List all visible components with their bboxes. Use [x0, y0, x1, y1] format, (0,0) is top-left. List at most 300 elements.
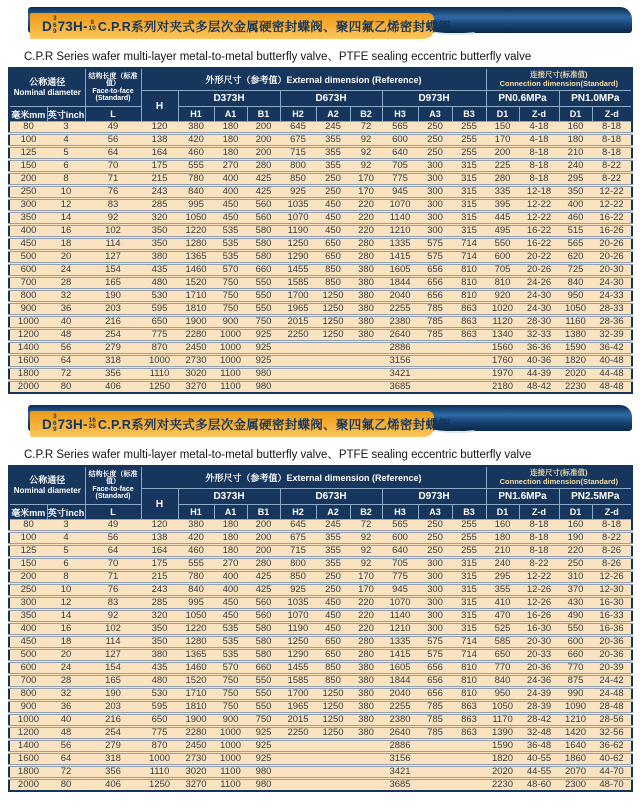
- table-cell: 395: [486, 199, 519, 212]
- table-cell: 400: [9, 623, 47, 636]
- table-cell: [350, 355, 382, 368]
- col-header-mm: 毫米mm: [9, 107, 47, 122]
- table-row: [9, 636, 632, 649]
- table-cell: 16-26: [592, 225, 632, 238]
- table-cell: 645: [280, 520, 316, 532]
- table-cell: 925: [247, 355, 280, 368]
- table-cell: 36: [47, 701, 85, 714]
- table-cell: 170: [486, 134, 519, 147]
- table-cell: 1140: [382, 212, 418, 225]
- table-cell: 3685: [382, 381, 418, 394]
- table-cell: 425: [247, 584, 280, 597]
- table-row: [9, 558, 632, 571]
- table-row: [9, 355, 632, 368]
- table-cell: 1965: [280, 303, 316, 316]
- table-cell: 863: [452, 727, 486, 740]
- table-cell: 535: [214, 649, 247, 662]
- table-cell: 220: [350, 610, 382, 623]
- table-cell: 1380: [559, 329, 592, 342]
- table-cell: 64: [85, 545, 141, 558]
- table-cell: 255: [452, 520, 486, 532]
- table-cell: 356: [85, 368, 141, 381]
- table-cell: 1120: [486, 316, 519, 329]
- table-cell: 216: [85, 316, 141, 329]
- table-cell: 705: [382, 558, 418, 571]
- table-cell: [452, 753, 486, 766]
- table-cell: 280: [247, 558, 280, 571]
- table-cell: 6: [47, 160, 85, 173]
- table-cell: 56: [47, 740, 85, 753]
- table-cell: [350, 342, 382, 355]
- table-cell: 863: [452, 303, 486, 316]
- table-cell: 1810: [178, 701, 214, 714]
- table-cell: 24-30: [519, 303, 559, 316]
- table-cell: 245: [316, 520, 350, 532]
- table-cell: 575: [418, 251, 452, 264]
- table-cell: 92: [350, 147, 382, 160]
- table-cell: 1710: [178, 290, 214, 303]
- table-cell: 1340: [486, 329, 519, 342]
- table-cell: 1250: [316, 303, 350, 316]
- table-cell: 300: [418, 623, 452, 636]
- table-cell: 1000: [141, 355, 178, 368]
- table-cell: 435: [141, 264, 178, 277]
- table-cell: 215: [141, 173, 178, 186]
- table-cell: 2280: [178, 329, 214, 342]
- table-cell: 460: [178, 545, 214, 558]
- table-cell: 8-18: [592, 520, 632, 532]
- table-cell: 16-33: [592, 610, 632, 623]
- table-cell: 406: [85, 381, 141, 394]
- table-cell: 500: [9, 649, 47, 662]
- table-cell: 279: [85, 740, 141, 753]
- table-cell: 1420: [559, 727, 592, 740]
- table-cell: 16-26: [519, 610, 559, 623]
- table-cell: 750: [247, 714, 280, 727]
- table-row: [9, 753, 632, 766]
- table-row: [9, 727, 632, 740]
- table-cell: 64: [47, 355, 85, 368]
- table-cell: 44-39: [519, 368, 559, 381]
- col-header-zd-pn1: Z-d: [519, 107, 559, 122]
- table-cell: 714: [452, 251, 486, 264]
- col-header-a2: A2: [316, 505, 350, 520]
- table-cell: 980: [247, 779, 280, 792]
- table-cell: 4: [47, 134, 85, 147]
- table-cell: 220: [350, 597, 382, 610]
- col-header-b1: B1: [247, 505, 280, 520]
- table-cell: 800: [280, 160, 316, 173]
- spec-table-body: [9, 520, 632, 792]
- table-cell: 450: [316, 225, 350, 238]
- table-cell: 840: [559, 277, 592, 290]
- table-cell: 180: [214, 520, 247, 532]
- table-cell: 300: [418, 212, 452, 225]
- table-cell: 200: [247, 147, 280, 160]
- table-cell: 28-42: [519, 714, 559, 727]
- table-cell: 380: [141, 649, 178, 662]
- table-row: [9, 122, 632, 134]
- table-cell: 243: [141, 584, 178, 597]
- table-cell: 92: [85, 212, 141, 225]
- table-cell: 425: [247, 186, 280, 199]
- table-cell: 300: [418, 610, 452, 623]
- table-cell: 24: [47, 662, 85, 675]
- table-cell: 785: [418, 303, 452, 316]
- table-cell: 840: [486, 675, 519, 688]
- col-header-inch: 英寸inch: [47, 107, 85, 122]
- table-cell: 8-22: [519, 558, 559, 571]
- table-cell: 356: [85, 766, 141, 779]
- table-cell: 8-18: [519, 520, 559, 532]
- col-header-pn2: PN1.0MPa: [559, 91, 632, 107]
- table-cell: 1900: [178, 714, 214, 727]
- table-cell: 1700: [280, 688, 316, 701]
- table-cell: 355: [486, 584, 519, 597]
- table-cell: 400: [214, 584, 247, 597]
- table-cell: 380: [350, 277, 382, 290]
- table-cell: 114: [85, 636, 141, 649]
- table-cell: 2020: [486, 766, 519, 779]
- model-prefix: D: [42, 18, 52, 34]
- table-cell: [280, 766, 316, 779]
- table-cell: 1600: [9, 355, 47, 368]
- table-cell: 810: [452, 264, 486, 277]
- table-cell: 2300: [559, 779, 592, 792]
- table-row: [9, 199, 632, 212]
- table-cell: 700: [9, 675, 47, 688]
- col-header-a1: A1: [214, 107, 247, 122]
- table-cell: 2040: [382, 290, 418, 303]
- table-row: [9, 597, 632, 610]
- table-cell: 945: [382, 584, 418, 597]
- table-cell: 210: [559, 147, 592, 160]
- table-cell: 12-30: [592, 584, 632, 597]
- table-cell: 1415: [382, 251, 418, 264]
- table-cell: [452, 779, 486, 792]
- table-cell: 200: [9, 571, 47, 584]
- table-cell: 36: [47, 303, 85, 316]
- table-cell: 585: [486, 636, 519, 649]
- table-cell: 350: [9, 212, 47, 225]
- table-cell: 44-48: [592, 368, 632, 381]
- table-cell: 280: [350, 636, 382, 649]
- table-cell: 1460: [178, 264, 214, 277]
- table-cell: 20-26: [592, 238, 632, 251]
- table-cell: 750: [214, 701, 247, 714]
- table-cell: 575: [418, 636, 452, 649]
- table-cell: 1800: [9, 368, 47, 381]
- table-cell: 350: [141, 238, 178, 251]
- table-cell: 200: [486, 147, 519, 160]
- table-cell: 71: [85, 571, 141, 584]
- table-cell: 200: [247, 545, 280, 558]
- table-cell: 200: [9, 173, 47, 186]
- table-cell: 150: [486, 122, 519, 134]
- table-cell: 70: [85, 558, 141, 571]
- table-cell: 56: [85, 134, 141, 147]
- table-cell: 40: [47, 714, 85, 727]
- table-row: [9, 212, 632, 225]
- table-cell: 1000: [214, 740, 247, 753]
- table-cell: 20-26: [519, 264, 559, 277]
- col-header-L: L: [85, 107, 141, 122]
- table-cell: [280, 355, 316, 368]
- table-cell: 280: [247, 160, 280, 173]
- table-cell: 1140: [382, 610, 418, 623]
- table-cell: 656: [418, 688, 452, 701]
- table-cell: 28-39: [519, 701, 559, 714]
- table-cell: 580: [247, 251, 280, 264]
- table-cell: 535: [214, 225, 247, 238]
- table-cell: 2180: [486, 381, 519, 394]
- table-cell: 83: [85, 597, 141, 610]
- table-cell: 450: [214, 212, 247, 225]
- table-cell: 8-18: [592, 134, 632, 147]
- table-cell: 18: [47, 238, 85, 251]
- table-cell: 600: [9, 662, 47, 675]
- table-cell: 600: [559, 636, 592, 649]
- table-cell: 1520: [178, 277, 214, 290]
- table-cell: 1000: [214, 753, 247, 766]
- table-cell: 863: [452, 701, 486, 714]
- table-cell: 170: [350, 173, 382, 186]
- table-cell: 580: [247, 623, 280, 636]
- table-cell: [350, 766, 382, 779]
- spec-table-pn16-pn25: [8, 465, 633, 792]
- table-cell: 770: [559, 662, 592, 675]
- table-cell: 1000: [214, 342, 247, 355]
- title-banner: [8, 405, 632, 442]
- col-header-d373h: D373H: [178, 91, 280, 107]
- table-cell: 250: [316, 571, 350, 584]
- col-header-h1: H1: [178, 505, 214, 520]
- table-cell: 150: [9, 160, 47, 173]
- table-cell: 28-33: [592, 303, 632, 316]
- table-cell: [418, 740, 452, 753]
- table-cell: 1280: [178, 238, 214, 251]
- table-cell: 1605: [382, 264, 418, 277]
- table-cell: 810: [486, 277, 519, 290]
- table-cell: 620: [559, 251, 592, 264]
- col-header-d673h: D673H: [280, 489, 382, 505]
- table-cell: 380: [350, 675, 382, 688]
- table-cell: 315: [452, 199, 486, 212]
- table-cell: 8-18: [519, 173, 559, 186]
- table-cell: 200: [247, 122, 280, 134]
- table-cell: [452, 381, 486, 394]
- table-cell: 1200: [9, 329, 47, 342]
- table-cell: 2380: [382, 714, 418, 727]
- table-cell: 400: [214, 571, 247, 584]
- table-cell: 850: [316, 675, 350, 688]
- table-cell: 750: [214, 277, 247, 290]
- table-cell: 560: [247, 610, 280, 623]
- table-cell: 775: [382, 571, 418, 584]
- table-row: [9, 186, 632, 199]
- table-cell: 2230: [486, 779, 519, 792]
- table-cell: 20-30: [519, 636, 559, 649]
- table-cell: 775: [141, 727, 178, 740]
- table-cell: 64: [47, 753, 85, 766]
- table-cell: 950: [559, 290, 592, 303]
- model-title-chip: [30, 411, 452, 437]
- table-cell: [452, 766, 486, 779]
- table-cell: 1110: [141, 766, 178, 779]
- table-cell: 92: [350, 545, 382, 558]
- title-chinese: C.P.R系列对夹式多层次金属硬密封蝶阀、聚四氟乙烯密封蝶阀: [97, 418, 452, 432]
- table-cell: 560: [247, 199, 280, 212]
- table-cell: 20-39: [592, 662, 632, 675]
- table-cell: 270: [214, 160, 247, 173]
- table-cell: 127: [85, 251, 141, 264]
- col-header-mm: 毫米mm: [9, 505, 47, 520]
- table-cell: 285: [141, 597, 178, 610]
- table-cell: 70: [85, 160, 141, 173]
- table-cell: [452, 368, 486, 381]
- table-cell: 28-56: [592, 714, 632, 727]
- table-cell: [316, 342, 350, 355]
- table-cell: 656: [418, 675, 452, 688]
- table-cell: 20: [47, 251, 85, 264]
- table-cell: 1365: [178, 251, 214, 264]
- table-cell: 315: [452, 623, 486, 636]
- table-cell: 315: [452, 160, 486, 173]
- table-cell: 1070: [382, 199, 418, 212]
- table-cell: 900: [9, 701, 47, 714]
- table-cell: 750: [214, 675, 247, 688]
- table-cell: 255: [452, 122, 486, 134]
- table-cell: 138: [141, 134, 178, 147]
- table-cell: 565: [382, 122, 418, 134]
- table-cell: 990: [559, 688, 592, 701]
- table-cell: 295: [486, 571, 519, 584]
- table-cell: 165: [85, 675, 141, 688]
- table-cell: 550: [247, 675, 280, 688]
- table-cell: 12-26: [592, 571, 632, 584]
- table-cell: 425: [247, 571, 280, 584]
- table-cell: 2000: [9, 779, 47, 792]
- table-cell: 355: [316, 545, 350, 558]
- table-cell: 450: [214, 597, 247, 610]
- table-cell: 203: [85, 303, 141, 316]
- table-cell: 750: [247, 316, 280, 329]
- table-cell: 1860: [559, 753, 592, 766]
- table-cell: 900: [214, 714, 247, 727]
- table-cell: 170: [350, 186, 382, 199]
- table-cell: 1844: [382, 277, 418, 290]
- table-cell: 450: [316, 597, 350, 610]
- table-cell: 775: [141, 329, 178, 342]
- table-cell: 450: [214, 610, 247, 623]
- table-cell: 945: [382, 186, 418, 199]
- table-cell: 250: [316, 173, 350, 186]
- table-cell: 705: [382, 160, 418, 173]
- table-cell: 315: [452, 558, 486, 571]
- table-cell: 8: [47, 173, 85, 186]
- table-row: [9, 264, 632, 277]
- table-cell: 600: [382, 532, 418, 545]
- table-cell: 380: [350, 688, 382, 701]
- table-row: [9, 238, 632, 251]
- table-cell: 12-22: [519, 199, 559, 212]
- table-cell: 315: [452, 173, 486, 186]
- table-cell: 5: [47, 147, 85, 160]
- table-cell: 48-70: [592, 779, 632, 792]
- table-cell: 250: [418, 147, 452, 160]
- table-cell: 1810: [178, 303, 214, 316]
- table-cell: 76: [85, 584, 141, 597]
- table-cell: [316, 355, 350, 368]
- table-cell: 154: [85, 662, 141, 675]
- table-cell: 32-33: [519, 329, 559, 342]
- table-cell: 550: [559, 623, 592, 636]
- table-cell: 300: [418, 571, 452, 584]
- table-cell: 48: [47, 329, 85, 342]
- table-cell: 460: [559, 212, 592, 225]
- table-cell: 480: [141, 675, 178, 688]
- table-cell: 355: [316, 532, 350, 545]
- table-cell: 28-36: [592, 316, 632, 329]
- table-cell: [316, 381, 350, 394]
- table-cell: 280: [486, 173, 519, 186]
- table-cell: 12-26: [519, 597, 559, 610]
- table-cell: 2380: [382, 316, 418, 329]
- table-cell: 300: [418, 199, 452, 212]
- table-cell: 2640: [382, 329, 418, 342]
- table-cell: 350: [9, 610, 47, 623]
- table-cell: 16-22: [519, 238, 559, 251]
- table-cell: 72: [350, 520, 382, 532]
- table-cell: 1100: [214, 381, 247, 394]
- model-code: [42, 16, 97, 36]
- table-cell: 1035: [280, 597, 316, 610]
- title-banner: [8, 7, 632, 44]
- table-cell: 20-36: [592, 649, 632, 662]
- table-cell: 2640: [382, 727, 418, 740]
- table-row: [9, 316, 632, 329]
- table-cell: 24-42: [592, 675, 632, 688]
- col-header-pn1: PN1.6MPa: [486, 489, 559, 505]
- table-cell: 71: [85, 173, 141, 186]
- table-cell: 180: [214, 134, 247, 147]
- table-cell: 80: [47, 381, 85, 394]
- table-row: [9, 584, 632, 597]
- table-cell: 12: [47, 597, 85, 610]
- table-cell: 1590: [559, 342, 592, 355]
- table-row: [9, 610, 632, 623]
- table-cell: 2450: [178, 342, 214, 355]
- table-cell: 810: [452, 290, 486, 303]
- col-header-h: H: [141, 91, 178, 122]
- table-row: [9, 623, 632, 636]
- table-cell: 255: [452, 545, 486, 558]
- table-cell: 995: [178, 597, 214, 610]
- table-cell: 16-30: [592, 597, 632, 610]
- table-cell: 575: [418, 238, 452, 251]
- col-header-b3: B3: [452, 107, 486, 122]
- table-row: [9, 290, 632, 303]
- table-row: [9, 571, 632, 584]
- table-cell: 2000: [9, 381, 47, 394]
- table-cell: 1400: [9, 342, 47, 355]
- table-cell: 280: [350, 251, 382, 264]
- table-cell: 1000: [9, 714, 47, 727]
- table-cell: 2040: [382, 688, 418, 701]
- table-cell: 32: [47, 290, 85, 303]
- table-cell: 16-30: [519, 623, 559, 636]
- table-cell: 8-22: [592, 173, 632, 186]
